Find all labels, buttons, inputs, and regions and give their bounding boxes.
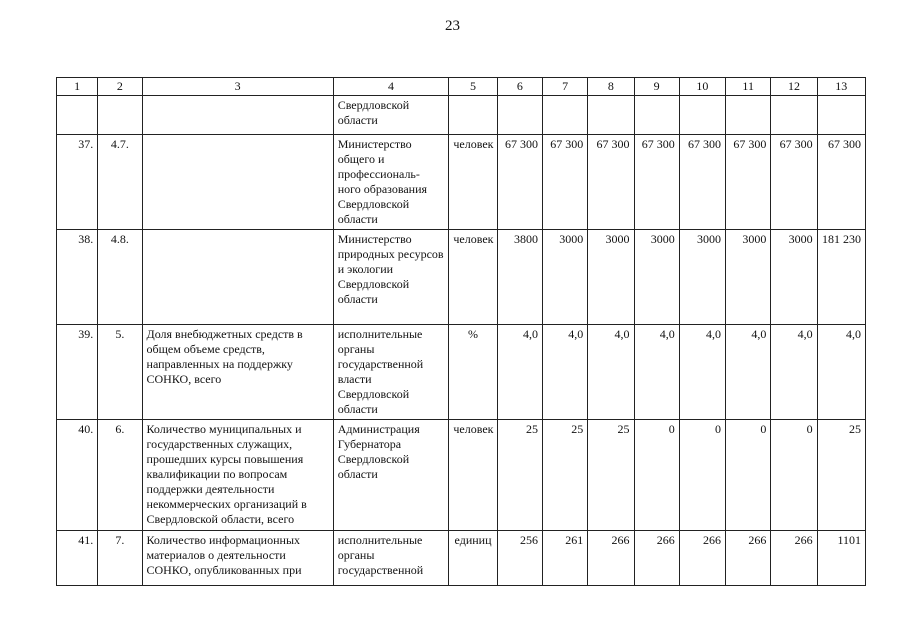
row-number-cell: 40. (57, 420, 98, 531)
row-number-cell: 38. (57, 230, 98, 325)
header-row (57, 78, 866, 96)
value-cell: 181 230 (817, 230, 865, 325)
value-cell: 3800 (497, 230, 542, 325)
value-cell: 4,0 (679, 325, 725, 420)
value-cell: 261 (542, 531, 587, 586)
organization-cell: Свердловской области (333, 96, 449, 135)
column-header: 10 (679, 78, 725, 96)
item-code-cell: 7. (98, 531, 142, 586)
value-cell: 3000 (679, 230, 725, 325)
organization-cell: исполнительные органы государственной власти Свердловской области (333, 325, 449, 420)
value-cell (634, 96, 679, 135)
value-cell: 3000 (634, 230, 679, 325)
table-row (57, 325, 866, 420)
item-code-cell: 6. (98, 420, 142, 531)
value-cell: 266 (679, 531, 725, 586)
value-cell: 4,0 (542, 325, 587, 420)
unit-cell: % (449, 325, 497, 420)
row-number-cell: 37. (57, 135, 98, 230)
value-cell: 25 (817, 420, 865, 531)
value-cell: 266 (634, 531, 679, 586)
value-cell: 25 (497, 420, 542, 531)
value-cell: 67 300 (679, 135, 725, 230)
value-cell: 266 (588, 531, 634, 586)
value-cell: 67 300 (542, 135, 587, 230)
value-cell (497, 96, 542, 135)
table-row (57, 531, 866, 586)
column-header: 1 (57, 78, 98, 96)
organization-cell: исполнительные органы государственной (333, 531, 449, 586)
value-cell: 4,0 (497, 325, 542, 420)
value-cell: 266 (771, 531, 817, 586)
column-header: 11 (726, 78, 771, 96)
column-header: 7 (542, 78, 587, 96)
value-cell: 0 (726, 420, 771, 531)
unit-cell: человек (449, 230, 497, 325)
unit-cell: единиц (449, 531, 497, 586)
item-code-cell: 4.8. (98, 230, 142, 325)
value-cell: 4,0 (771, 325, 817, 420)
value-cell: 4,0 (817, 325, 865, 420)
column-header: 4 (333, 78, 449, 96)
item-code-cell: 5. (98, 325, 142, 420)
value-cell (588, 96, 634, 135)
item-code-cell (98, 96, 142, 135)
value-cell: 4,0 (588, 325, 634, 420)
table-row (57, 420, 866, 531)
column-header: 5 (449, 78, 497, 96)
value-cell: 3000 (542, 230, 587, 325)
indicator-name-cell: Количество муниципальных и государственных служащих, прошедших курсы повышения квалификации по вопросам поддержки деятельности некоммерческих организаций в Свердловской области, всего (142, 420, 333, 531)
value-cell: 4,0 (726, 325, 771, 420)
value-cell: 25 (588, 420, 634, 531)
value-cell (817, 96, 865, 135)
row-number-cell: 41. (57, 531, 98, 586)
column-header: 12 (771, 78, 817, 96)
value-cell: 67 300 (588, 135, 634, 230)
value-cell: 67 300 (726, 135, 771, 230)
indicator-name-cell (142, 135, 333, 230)
item-code-cell: 4.7. (98, 135, 142, 230)
value-cell: 25 (542, 420, 587, 531)
unit-cell: человек (449, 420, 497, 531)
column-header: 2 (98, 78, 142, 96)
table-row (57, 135, 866, 230)
value-cell (679, 96, 725, 135)
column-header: 8 (588, 78, 634, 96)
column-header: 3 (142, 78, 333, 96)
value-cell: 67 300 (634, 135, 679, 230)
table-row (57, 230, 866, 325)
column-header: 13 (817, 78, 865, 96)
indicator-name-cell (142, 230, 333, 325)
value-cell: 3000 (726, 230, 771, 325)
value-cell: 256 (497, 531, 542, 586)
value-cell (726, 96, 771, 135)
value-cell: 0 (679, 420, 725, 531)
value-cell: 67 300 (497, 135, 542, 230)
value-cell (771, 96, 817, 135)
unit-cell (449, 96, 497, 135)
value-cell (542, 96, 587, 135)
value-cell: 0 (634, 420, 679, 531)
indicators-table (56, 77, 866, 586)
unit-cell: человек (449, 135, 497, 230)
value-cell: 3000 (771, 230, 817, 325)
value-cell: 3000 (588, 230, 634, 325)
indicator-name-cell (142, 96, 333, 135)
page-number: 23 (445, 18, 460, 34)
organization-cell: Министерство природных ресурсов и экологии Свердловской области (333, 230, 449, 325)
column-header: 6 (497, 78, 542, 96)
value-cell: 0 (771, 420, 817, 531)
value-cell: 1101 (817, 531, 865, 586)
table-row (57, 96, 866, 135)
organization-cell: Администрация Губернатора Свердловской области (333, 420, 449, 531)
indicator-name-cell: Количество информационных материалов о деятельности СОНКО, опубликованных при (142, 531, 333, 586)
organization-cell: Министерство общего и профессиональ- ного образования Свердловской области (333, 135, 449, 230)
value-cell: 67 300 (771, 135, 817, 230)
row-number-cell: 39. (57, 325, 98, 420)
value-cell: 67 300 (817, 135, 865, 230)
value-cell: 4,0 (634, 325, 679, 420)
row-number-cell (57, 96, 98, 135)
indicator-name-cell: Доля внебюджетных средств в общем объеме средств, направленных на поддержку СОНКО, всего (142, 325, 333, 420)
value-cell: 266 (726, 531, 771, 586)
column-header: 9 (634, 78, 679, 96)
